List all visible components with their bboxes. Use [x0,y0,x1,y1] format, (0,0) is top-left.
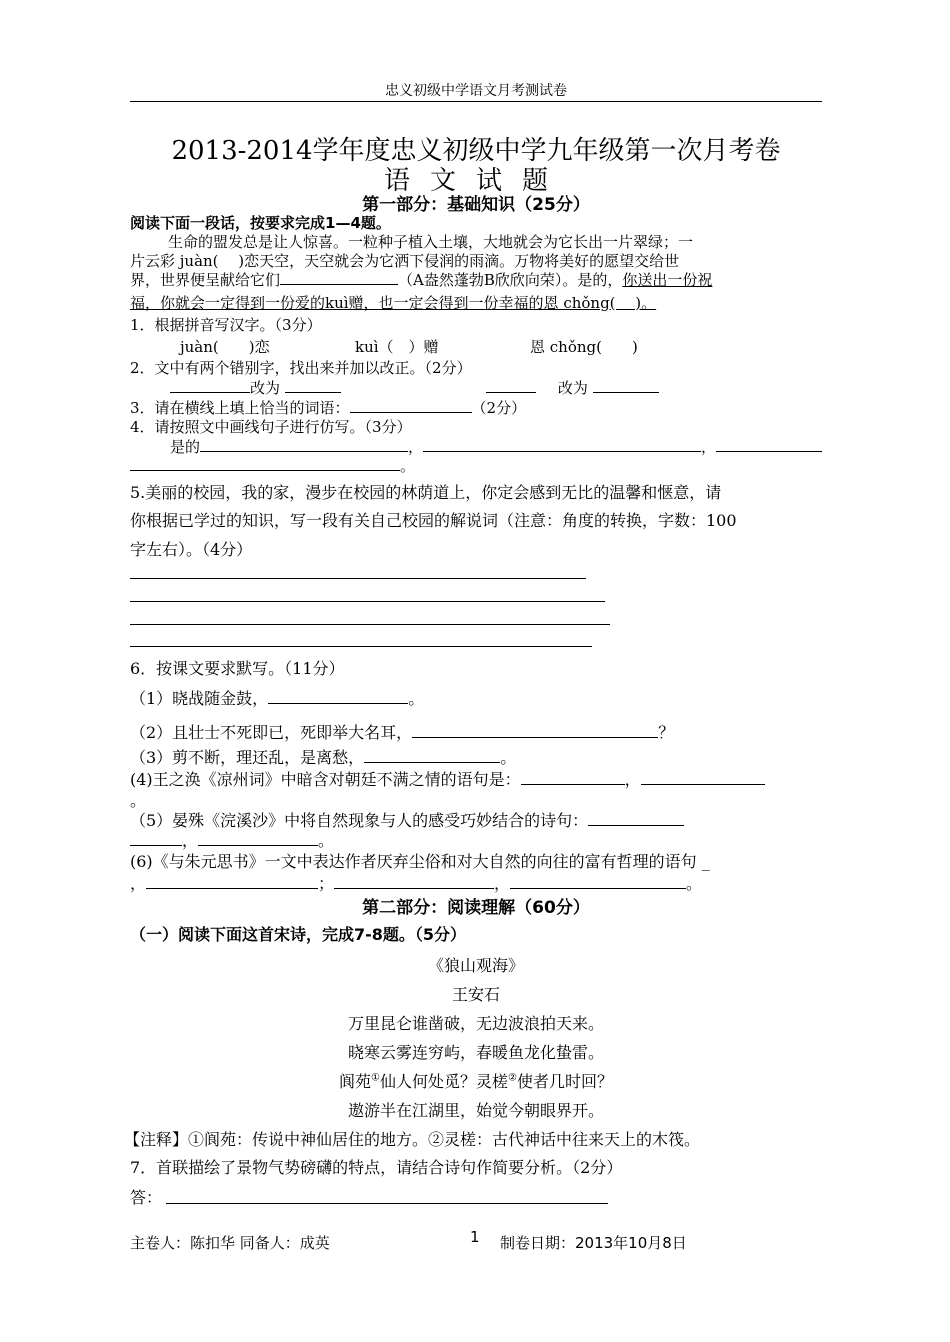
q6-item-6-comma-2: ， [494,874,511,893]
q6-item-6 [130,849,710,872]
q5-answer-line-1[interactable] [130,578,586,579]
poem-line-2: 晓寒云雾连穷屿，春暖鱼龙化蛰雷。 [347,1043,604,1062]
q6-blank-5b[interactable] [130,831,182,846]
q6-blank-5c[interactable] [198,831,318,846]
q6-item-2-end: ？ [658,723,675,742]
q2-change-label-1: 改为 [250,379,281,397]
part1-instruction: 阅读下面一段话，按要求完成1—4题。 [130,214,391,232]
footer-page-number: 1 [470,1228,480,1246]
q4-blank-4[interactable] [130,456,400,471]
poem-line-3-a: 阆苑 [339,1072,372,1091]
poem-author: 王安石 [451,985,500,1004]
passage-line-3 [130,269,712,290]
q6-item-2 [130,720,674,743]
q2-wrong-char-2[interactable] [486,378,536,393]
question-2: 2．文中有两个错别字，找出来并加以改正。（2分） [130,359,472,377]
part2-heading: 第二部分：阅读理解（60分） [362,898,590,918]
q6-item-4-comma: ， [624,770,641,789]
question-6: 6．按课文要求默写。（11分） [130,659,345,678]
q6-item-6-text: (6)《与朱元思书》一文中表达作者厌弃尘俗和对大自然的向往的富有哲理的语句 [130,852,697,871]
question-3-text: 3．请在横线上填上恰当的词语： [130,399,350,417]
q6-item-5-comma: ， [182,831,199,850]
q6-item-3-end: 。 [500,748,517,767]
poem-line-3-c: 使者几时回？ [516,1072,613,1091]
poem-notes: 【注释】①阆苑：传说中神仙居住的地方。②灵槎：古代神话中往来天上的木筏。 [124,1130,701,1149]
q2-correct-char-2[interactable] [593,378,659,393]
exam-title: 2013-2014学年度忠义初级中学九年级第一次月考卷 [171,136,781,166]
running-header: 忠义初级中学语文月考测试卷 [385,83,567,99]
poem-title: 《狼山观海》 [427,956,524,975]
q6-item-2-text: （2）且壮士不死即已，死即举大名耳， [130,723,413,742]
passage-blank[interactable] [280,270,398,285]
q4-answer-row [170,436,822,457]
q6-item-6-blank-mark: _ [701,852,710,871]
q4-blank-1[interactable] [200,437,408,452]
passage-line-4: 福，你就会一定得到一份爱的kuì赠，也一定会得到一份幸福的恩 chǒng( )。 [130,294,657,312]
q6-blank-6b[interactable] [334,874,494,889]
q6-blank-6a[interactable] [146,874,318,889]
passage-line-3-middle: （A盎然蓬勃B欣欣向荣）。是的， [398,271,623,289]
q6-blank-6c[interactable] [510,874,686,889]
passage-line-2: 片云彩 juàn( )恋天空，天空就会为它洒下侵润的雨滴。万物将美好的愿望交给世 [130,252,680,270]
poem-line-1: 万里昆仑谁凿破，无边波浪拍天来。 [347,1014,604,1033]
q6-item-4-end: 。 [130,791,147,810]
q6-item-5-end: 。 [318,831,335,850]
q6-blank-4b[interactable] [641,770,765,785]
part2-section-1: （一）阅读下面这首宋诗，完成7-8题。（5分） [130,925,467,944]
passage-line-3-start: 界，世界便呈献给它们 [130,271,281,289]
q6-item-6-end: 。 [686,874,703,893]
q6-item-5-row2 [130,828,334,851]
q2-change-label-2: 改为 [557,379,588,397]
q2-wrong-char-1[interactable] [170,378,250,393]
q4-comma-1: ， [408,438,424,456]
q1-item-kui: kuì（ ）赠 [355,338,439,356]
q6-blank-2[interactable] [412,723,658,738]
q6-blank-1[interactable] [268,689,408,704]
poem-note-2-mark: ② [508,1072,517,1084]
exam-subject-title: 语文试题 [383,166,568,196]
q4-start: 是的 [170,438,201,456]
q6-item-1 [130,686,424,709]
question-7: 7．首联描绘了景物气势磅礴的特点，请结合诗句作简要分析。（2分） [130,1158,623,1177]
q2-correction-row [170,377,659,398]
q5-answer-line-4[interactable] [130,646,592,647]
poem-note-1-mark: ① [371,1072,380,1084]
q6-item-6-semicolon: ； [318,874,335,893]
question-5-line-3: 字左右）。（4分） [130,540,253,559]
q2-correct-char-1[interactable] [285,378,341,393]
q6-item-3 [130,745,516,768]
q4-answer-row-2 [130,455,415,476]
question-1: 1．根据拼音写汉字。（3分） [130,316,322,334]
q6-item-1-text: （1）晓战随金鼓， [130,689,269,708]
q4-comma-2: ， [701,438,717,456]
q1-item-chong: 恩 chǒng( ) [530,338,638,356]
q3-blank[interactable] [350,398,472,413]
q6-item-1-end: 。 [408,689,425,708]
q6-item-4 [130,767,765,790]
question-5-line-2: 你根据已学过的知识，写一段有关自己校园的解说词（注意：角度的转换，字数：100 [130,511,737,530]
poem-line-4: 遨游半在江湖里，始觉今朝眼界开。 [347,1101,604,1120]
question-4: 4．请按照文中画线句子进行仿写。（3分） [130,418,412,436]
q4-blank-3[interactable] [716,437,822,452]
q6-item-4-text: (4)王之涣《凉州词》中暗含对朝廷不满之情的语句是： [130,770,521,789]
q6-blank-4a[interactable] [521,770,625,785]
q6-item-6-row2 [130,871,702,894]
header-rule [130,101,822,102]
q1-item-juan: juàn( )恋 [180,338,270,356]
q7-answer-line[interactable] [166,1203,608,1204]
footer-authors: 主卷人：陈扣华 同备人：成英 [130,1234,330,1252]
q7-answer-label: 答： [130,1188,163,1207]
question-3-score: （2分） [471,399,527,417]
q6-blank-5a[interactable] [588,811,684,826]
q6-blank-3[interactable] [364,748,500,763]
q6-item-6-comma-1: ， [130,874,147,893]
passage-line-3-underlined: 你送出一份祝 [622,271,713,289]
footer-date: 制卷日期：2013年10月8日 [500,1234,687,1252]
q6-item-5-text: （5）晏殊《浣溪沙》中将自然现象与人的感受巧妙结合的诗句： [130,811,589,830]
poem-line-3-b: 仙人何处觅？灵槎 [379,1072,508,1091]
q6-item-3-text: （3）剪不断，理还乱，是离愁， [130,748,365,767]
q4-end: 。 [400,457,416,475]
question-3 [130,397,526,418]
q5-answer-line-3[interactable] [130,624,610,625]
passage-line-1: 生命的盟发总是让人惊喜。一粒种子植入土壤，大地就会为它长出一片翠绿；一 [168,233,694,251]
question-5-line-1: 5.美丽的校园，我的家，漫步在校园的林荫道上，你定会感到无比的温馨和惬意，请 [130,483,722,502]
q5-answer-line-2[interactable] [130,601,605,602]
q4-blank-2[interactable] [423,437,701,452]
poem-line-3 [130,1069,822,1092]
part1-heading: 第一部分：基础知识（25分） [362,195,590,215]
